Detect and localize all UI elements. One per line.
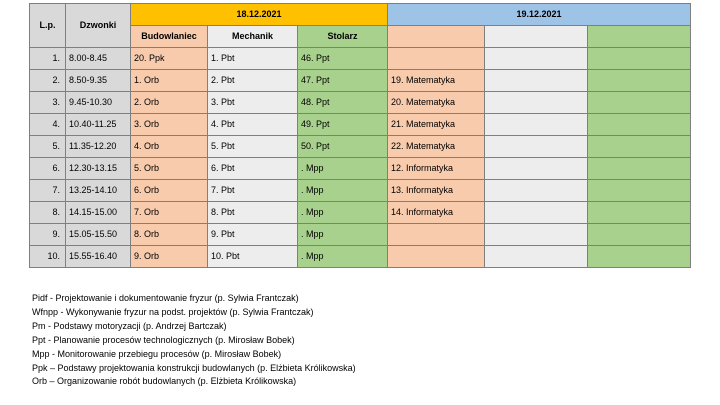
cell-day2-col1: 14. Informatyka (388, 202, 485, 224)
cell-day2-col2 (485, 202, 588, 224)
table-row (30, 114, 691, 136)
cell-lp: 5. (30, 136, 66, 158)
header-day2-col1 (388, 26, 485, 48)
cell-time: 12.30-13.15 (66, 158, 131, 180)
cell-budowlaniec: 3. Orb (131, 114, 208, 136)
cell-mechanik: 8. Pbt (208, 202, 298, 224)
cell-time: 15.05-15.50 (66, 224, 131, 246)
cell-day2-col3 (588, 180, 691, 202)
legend-item: Wfnpp - Wykonywanie fryzur na podst. projektów (p. Sylwia Frantczak) (32, 306, 314, 317)
cell-day2-col2 (485, 246, 588, 268)
cell-stolarz: 50. Ppt (298, 136, 388, 158)
cell-budowlaniec: 9. Orb (131, 246, 208, 268)
cell-mechanik: 6. Pbt (208, 158, 298, 180)
cell-lp: 10. (30, 246, 66, 268)
cell-day2-col2 (485, 180, 588, 202)
table-row (30, 92, 691, 114)
cell-day2-col3 (588, 158, 691, 180)
header-lp: L.p. (30, 4, 66, 48)
cell-day2-col1: 12. Informatyka (388, 158, 485, 180)
header-mechanik: Mechanik (208, 26, 298, 48)
cell-day2-col1 (388, 246, 485, 268)
cell-lp: 2. (30, 70, 66, 92)
cell-budowlaniec: 7. Orb (131, 202, 208, 224)
cell-lp: 3. (30, 92, 66, 114)
cell-day2-col2 (485, 92, 588, 114)
table-row (30, 70, 691, 92)
cell-day2-col2 (485, 70, 588, 92)
cell-day2-col1: 13. Informatyka (388, 180, 485, 202)
table-row (30, 180, 691, 202)
table-row (30, 136, 691, 158)
table-row (30, 202, 691, 224)
cell-budowlaniec: 1. Orb (131, 70, 208, 92)
cell-stolarz: 47. Ppt (298, 70, 388, 92)
cell-stolarz: . Mpp (298, 246, 388, 268)
cell-mechanik: 2. Pbt (208, 70, 298, 92)
cell-mechanik: 5. Pbt (208, 136, 298, 158)
cell-mechanik: 9. Pbt (208, 224, 298, 246)
cell-lp: 7. (30, 180, 66, 202)
cell-day2-col3 (588, 70, 691, 92)
cell-stolarz: . Mpp (298, 180, 388, 202)
cell-stolarz: 46. Ppt (298, 48, 388, 70)
cell-lp: 4. (30, 114, 66, 136)
cell-time: 15.55-16.40 (66, 246, 131, 268)
cell-mechanik: 1. Pbt (208, 48, 298, 70)
cell-day2-col1 (388, 224, 485, 246)
header-budowlaniec: Budowlaniec (131, 26, 208, 48)
cell-budowlaniec: 2. Orb (131, 92, 208, 114)
cell-lp: 9. (30, 224, 66, 246)
cell-day2-col1: 19. Matematyka (388, 70, 485, 92)
legend-item: Mpp - Monitorowanie przebiegu procesów (p. Mirosław Bobek) (32, 348, 282, 359)
cell-lp: 1. (30, 48, 66, 70)
cell-stolarz: . Mpp (298, 202, 388, 224)
cell-stolarz: . Mpp (298, 158, 388, 180)
cell-day2-col3 (588, 202, 691, 224)
cell-day2-col1: 20. Matematyka (388, 92, 485, 114)
cell-time: 9.45-10.30 (66, 92, 131, 114)
schedule-table (29, 3, 691, 268)
cell-day2-col1 (388, 48, 485, 70)
header-day2-col3 (588, 26, 691, 48)
legend-item: Ppt - Planowanie procesów technologicznych (p. Mirosław Bobek) (32, 334, 295, 345)
table-row (30, 224, 691, 246)
table-row (30, 158, 691, 180)
cell-day2-col2 (485, 158, 588, 180)
cell-budowlaniec: 4. Orb (131, 136, 208, 158)
cell-budowlaniec: 6. Orb (131, 180, 208, 202)
cell-lp: 6. (30, 158, 66, 180)
cell-mechanik: 3. Pbt (208, 92, 298, 114)
cell-time: 10.40-11.25 (66, 114, 131, 136)
cell-budowlaniec: 8. Orb (131, 224, 208, 246)
cell-budowlaniec: 5. Orb (131, 158, 208, 180)
table-row (30, 246, 691, 268)
cell-day2-col2 (485, 224, 588, 246)
cell-time: 8.50-9.35 (66, 70, 131, 92)
legend-item: Pm - Podstawy motoryzacji (p. Andrzej Bartczak) (32, 320, 227, 331)
header-stolarz: Stolarz (298, 26, 388, 48)
cell-day2-col2 (485, 114, 588, 136)
cell-day2-col1: 21. Matematyka (388, 114, 485, 136)
cell-time: 8.00-8.45 (66, 48, 131, 70)
cell-stolarz: 48. Ppt (298, 92, 388, 114)
cell-day2-col3 (588, 224, 691, 246)
cell-mechanik: 4. Pbt (208, 114, 298, 136)
cell-day2-col3 (588, 48, 691, 70)
cell-time: 11.35-12.20 (66, 136, 131, 158)
header-day2-col2 (485, 26, 588, 48)
cell-day2-col3 (588, 136, 691, 158)
header-date-2: 19.12.2021 (388, 4, 691, 26)
legend-item: Pidf - Projektowanie i dokumentowanie fryzur (p. Sylwia Frantczak) (32, 293, 299, 303)
cell-day2-col1: 22. Matematyka (388, 136, 485, 158)
header-dzwonki: Dzwonki (66, 4, 131, 48)
cell-day2-col3 (588, 246, 691, 268)
legend-item: Ppk – Podstawy projektowania konstrukcji budowlanych (p. Elżbieta Królikowska) (32, 362, 356, 373)
cell-stolarz: 49. Ppt (298, 114, 388, 136)
legend (32, 292, 356, 389)
cell-lp: 8. (30, 202, 66, 224)
cell-time: 14.15-15.00 (66, 202, 131, 224)
cell-budowlaniec: 20. Ppk (131, 48, 208, 70)
cell-day2-col3 (588, 92, 691, 114)
cell-mechanik: 10. Pbt (208, 246, 298, 268)
cell-time: 13.25-14.10 (66, 180, 131, 202)
cell-day2-col3 (588, 114, 691, 136)
cell-mechanik: 7. Pbt (208, 180, 298, 202)
legend-item: Orb – Organizowanie robót budowlanych (p. Elżbieta Królikowska) (32, 376, 297, 387)
header-date-1: 18.12.2021 (131, 4, 388, 26)
cell-day2-col2 (485, 48, 588, 70)
cell-stolarz: . Mpp (298, 224, 388, 246)
table-row (30, 48, 691, 70)
cell-day2-col2 (485, 136, 588, 158)
